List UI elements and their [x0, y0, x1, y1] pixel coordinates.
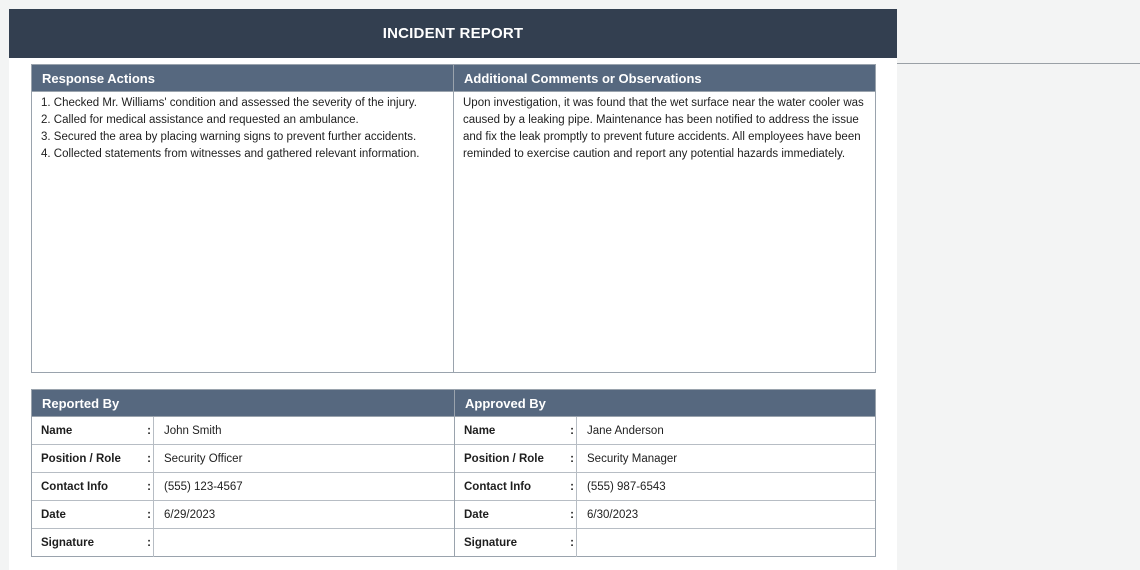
report-title: INCIDENT REPORT: [382, 25, 524, 42]
separator: :: [147, 452, 151, 465]
field-label: Contact Info: [41, 480, 109, 493]
report-page: [9, 9, 897, 570]
reported-by-role[interactable]: Security Officer: [164, 452, 243, 465]
reported-by-date[interactable]: 6/29/2023: [164, 508, 216, 521]
reported-by-contact[interactable]: (555) 123-4567: [164, 480, 243, 493]
response-actions-list[interactable]: [32, 92, 453, 166]
field-label: Date: [464, 508, 489, 521]
approved-by-date[interactable]: 6/30/2023: [587, 508, 639, 521]
comments-heading: Additional Comments or Observations: [454, 65, 875, 92]
separator: :: [570, 480, 574, 493]
field-label: Date: [41, 508, 66, 521]
field-label: Signature: [464, 537, 518, 549]
separator: :: [147, 480, 151, 493]
response-action-item: 4. Collected statements from witnesses and gathered relevant information.: [41, 148, 420, 160]
approved-by-panel: [454, 390, 875, 556]
approved-by-contact-row: [455, 473, 875, 501]
approved-by-role[interactable]: Security Manager: [587, 452, 678, 465]
response-action-item: 1. Checked Mr. Williams' condition and assessed the severity of the injury.: [41, 97, 417, 109]
response-action-item: 3. Secured the area by placing warning signs to prevent further accidents.: [41, 131, 417, 143]
reported-by-name-row: [32, 417, 454, 445]
separator: :: [147, 537, 151, 549]
reported-by-contact-row: [32, 473, 454, 501]
comments-body[interactable]: [454, 92, 875, 166]
field-label: Position / Role: [464, 452, 544, 465]
separator: :: [570, 537, 574, 549]
reported-by-heading: Reported By: [32, 390, 454, 417]
approved-by-signature-row: [455, 529, 875, 557]
approved-by-date-row: [455, 501, 875, 529]
reported-by-date-row: [32, 501, 454, 529]
approved-by-role-row: [455, 445, 875, 473]
separator: :: [147, 508, 151, 521]
approved-by-heading: Approved By: [455, 390, 875, 417]
response-action-item: 2. Called for medical assistance and requested an ambulance.: [41, 114, 359, 126]
field-label: Name: [464, 424, 496, 437]
reported-by-panel: [32, 390, 454, 556]
response-actions-panel: [32, 65, 454, 372]
reported-by-name[interactable]: John Smith: [164, 424, 222, 437]
field-label: Contact Info: [464, 480, 532, 493]
separator: :: [570, 508, 574, 521]
approved-by-contact[interactable]: (555) 987-6543: [587, 480, 666, 493]
sheet-empty-area: [897, 0, 1140, 570]
field-label: Position / Role: [41, 452, 121, 465]
approved-by-name-row: [455, 417, 875, 445]
field-label: Name: [41, 424, 73, 437]
separator: :: [570, 452, 574, 465]
approved-by-name[interactable]: Jane Anderson: [587, 424, 664, 437]
signoff-section: [31, 389, 876, 557]
separator: :: [147, 424, 151, 437]
response-actions-heading: Response Actions: [32, 65, 453, 92]
field-label: Signature: [41, 537, 95, 549]
reported-by-signature-row: [32, 529, 454, 557]
separator: :: [570, 424, 574, 437]
sheet-gridline: [897, 63, 1140, 64]
reported-by-role-row: [32, 445, 454, 473]
comments-panel: [454, 65, 875, 372]
details-section: [31, 64, 876, 373]
report-title-bar: [9, 9, 897, 58]
comments-text: Upon investigation, it was found that the wet surface near the water cooler was caused by a leaking pipe. Maintenance has been notified to address the issue and fix the leak promptly to prevent future accidents. All employees have been reminded to exercise caution and report any potential hazards immediately.: [463, 97, 864, 160]
